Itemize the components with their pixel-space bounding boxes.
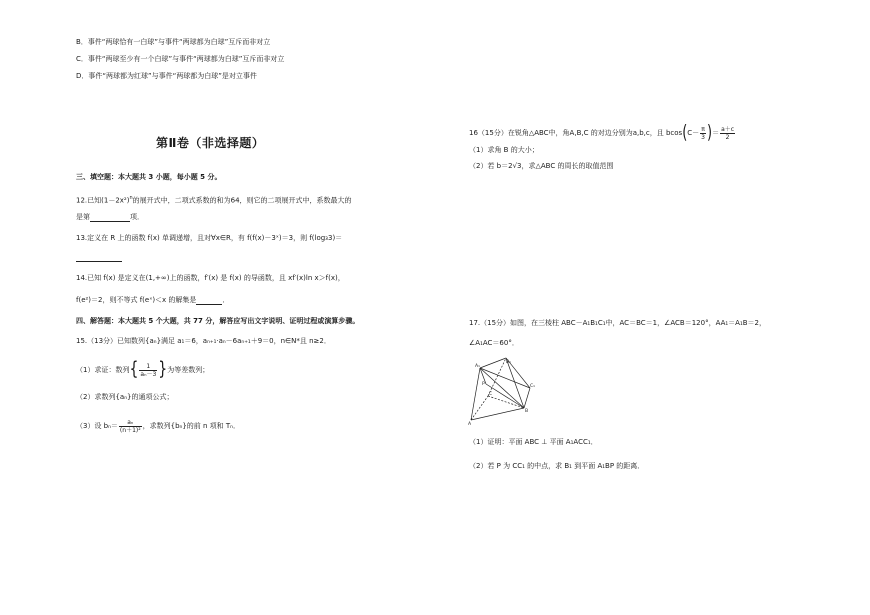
q12-pre: 12.已知(1－2x²): [76, 196, 130, 205]
question-14-line2: [76, 295, 229, 305]
edge-a1-a: [471, 368, 480, 420]
question-14-line1: 14.已知 f(x) 是定义在(1,+∞)上的函数，f′(x) 是 f(x) 的导函数，且 xf′(x)ln x＞f(x)，: [76, 274, 345, 282]
label-c: C: [489, 392, 493, 397]
q15-p1-num: 1: [139, 363, 157, 371]
question-15-stem: 15.（13分）已知数列{aₙ}满足 a₁＝6，aₙ₊₁·aₙ－6aₙ₊₁＋9＝0，n∈N*且 n≥2．: [76, 337, 331, 345]
q16-inner-num: π: [701, 125, 705, 133]
q15-p1-fraction: [139, 363, 157, 378]
q16-stem-pre: 16（15分）在锐角△ABC中，角A,B,C 的对边分别为a,b,c，且 bcos: [469, 129, 683, 137]
question-17-stem2: ∠A₁AC＝60°．: [469, 339, 519, 347]
q12-answer-blank[interactable]: [90, 213, 130, 222]
edge-b1-b: [506, 358, 524, 408]
q16-eq: ＝: [712, 129, 720, 137]
q14-line2-pre: f(e²)＝2，则不等式 f(eˣ)＜x 的解集是: [76, 296, 197, 304]
edge-c1-b: [524, 388, 530, 408]
label-p: P: [482, 382, 485, 387]
q14-line2-post: ．: [222, 296, 230, 304]
question-17-part2: （2）若 P 为 CC₁ 的中点，求 B₁ 到平面 A₁BP 的距离．: [469, 462, 645, 470]
label-a: A: [468, 422, 472, 427]
q16-inner-pre: C－: [687, 129, 700, 137]
q15-p1-pre: （1）求证：数列: [76, 366, 130, 374]
q15-p3-den: (n＋1)²: [119, 426, 141, 434]
q15-p3-post: ，求数列{bₙ}的前 n 项和 Tₙ．: [142, 422, 240, 430]
q16-rhs-den: 2: [725, 133, 730, 141]
q16-rhs-num: a＋c: [721, 125, 735, 133]
q16-rhs-fraction: [720, 126, 735, 141]
question-12-line1: [76, 193, 352, 205]
left-paren: (: [682, 122, 688, 144]
edge-c-b-hidden: [488, 396, 524, 408]
q12-mid: 的展开式中，二项式系数的和为64，则它的二项展开式中，系数最大的: [132, 196, 352, 205]
q15-p1-den: aₙ－3: [140, 370, 157, 378]
q15-p3-num: aₙ: [119, 419, 142, 427]
question-15-part3: [76, 414, 240, 438]
right-brace: }: [158, 359, 168, 381]
option-c: C．事件“两球至少有一个白球”与事件“两球都为白球”互斥而非对立: [76, 55, 285, 63]
right-paren: ): [706, 122, 713, 144]
question-13-line1: 13.定义在 R 上的函数 f(x) 单调递增，且对∀x∈R，有 f(f(x)－3ˣ)＝3，则 f(log₃3)＝: [76, 234, 343, 242]
q14-answer-blank[interactable]: [196, 296, 222, 305]
option-d: D．事件“两球都为红球”与事件“两球都为白球”是对立事件: [76, 72, 257, 80]
question-16-part1: （1）求角 B 的大小；: [469, 146, 539, 154]
prism-figure: [468, 356, 534, 426]
left-brace: {: [129, 359, 139, 381]
label-a1: A₁: [475, 364, 480, 369]
edge-a1-b: [480, 368, 524, 408]
question-15-part1: [76, 358, 209, 382]
q12-line2-post: 项．: [130, 213, 144, 221]
option-b: B．事件“两球恰有一白球”与事件“两球都为白球”互斥而非对立: [76, 38, 271, 46]
question-17-part1: （1）证明：平面 ABC ⊥ 平面 A₁ACC₁．: [469, 438, 598, 446]
q12-line2-pre: 是第: [76, 213, 90, 221]
label-c1: C₁: [530, 384, 535, 389]
question-16-stem: [469, 123, 736, 143]
fill-blank-header: 三、填空题：本大题共 3 小题，每小题 5 分。: [76, 173, 222, 181]
q16-inner-den: 3: [701, 133, 705, 141]
question-12-line2: [76, 212, 144, 222]
q15-p1-post: 为等差数列；: [167, 366, 210, 374]
label-b: B: [525, 409, 529, 414]
question-16-part2: （2）若 b＝2√3，求△ABC 的周长的取值范围: [469, 162, 614, 170]
answer-header: 四、解答题：本大题共 5 个大题，共 77 分，解答应写出文字说明、证明过程或演算步骤。: [76, 317, 360, 325]
q13-answer-blank[interactable]: [76, 261, 122, 262]
q12-sup: n: [129, 195, 133, 201]
edge-a-b: [471, 408, 524, 420]
label-b1: B₁: [506, 360, 511, 365]
section-title: 第Ⅱ卷（非选择题）: [156, 136, 265, 150]
q16-inner-fraction: [700, 126, 706, 141]
question-17-stem: 17.（15分）如图，在三棱柱 ABC－A₁B₁C₁中，AC＝BC＝1，∠ACB＝120°，AA₁＝A₁B＝2，: [469, 319, 767, 327]
question-15-part2: （2）求数列{aₙ}的通项公式；: [76, 393, 174, 401]
q15-p3-fraction: [119, 419, 142, 434]
q15-p3-pre: （3）设 bₙ＝: [76, 422, 118, 430]
